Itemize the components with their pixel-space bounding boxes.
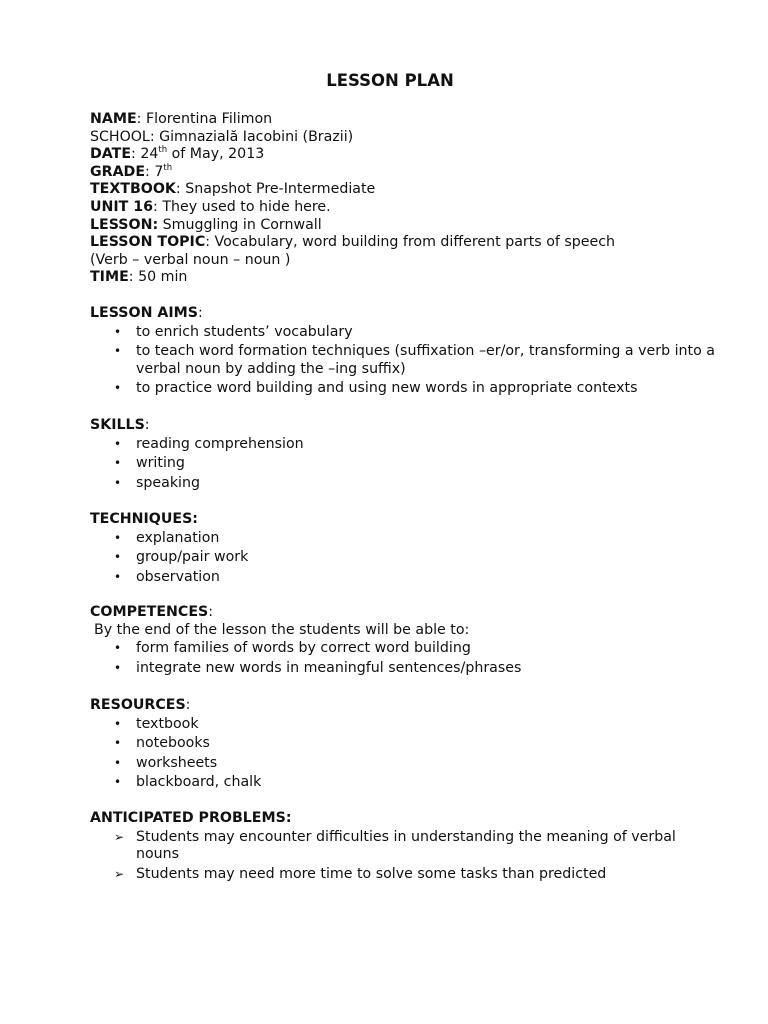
techniques-list — [90, 530, 730, 587]
list-item-text: textbook — [136, 715, 199, 732]
bullet-icon: • — [114, 716, 122, 731]
section-heading — [90, 305, 730, 323]
competences-colon: : — [208, 604, 214, 620]
aims-heading: LESSON AIMS — [90, 305, 198, 321]
topic-label: LESSON TOPIC — [90, 234, 206, 251]
list-item — [90, 436, 721, 454]
time-label: TIME — [90, 269, 129, 286]
list-item — [90, 755, 721, 773]
techniques-heading: TECHNIQUES: — [90, 511, 198, 527]
date-value: : 24 — [131, 146, 159, 163]
list-item-text: to teach word formation techniques (suffixation –er/or, transforming a verb into a verbal noun by adding the –ing suffix) — [136, 343, 715, 377]
skills-list — [90, 436, 730, 493]
problems-heading: ANTICIPATED PROBLEMS: — [90, 810, 292, 826]
school-line: SCHOOL: Gimnazială Iacobini (Brazii) — [90, 128, 354, 145]
name-value: : Florentina Filimon — [136, 111, 273, 127]
list-item — [90, 455, 721, 473]
list-item-text: to enrich students’ vocabulary — [136, 323, 353, 340]
list-item-text: group/pair work — [136, 549, 249, 566]
resources-list — [90, 716, 730, 792]
bullet-icon: • — [114, 475, 122, 490]
bullet-icon: • — [114, 456, 122, 471]
unit-value: : They used to hide here. — [153, 198, 331, 215]
grade-line — [90, 164, 730, 182]
section-competences — [90, 604, 730, 679]
competences-heading: COMPETENCES — [90, 604, 209, 620]
skills-heading: SKILLS — [90, 417, 145, 433]
time-line — [90, 269, 730, 287]
list-item — [90, 829, 721, 864]
page-title: LESSON PLAN — [326, 71, 454, 90]
list-item — [90, 640, 721, 658]
date-line — [90, 146, 730, 164]
section-resources — [90, 697, 730, 794]
grade-ordinal: th — [163, 162, 173, 173]
section-heading — [90, 511, 730, 529]
list-item-text: to practice word building and using new words in appropriate contexts — [136, 380, 638, 397]
list-item-text: speaking — [136, 474, 200, 491]
list-item — [90, 343, 721, 378]
section-heading — [90, 810, 730, 828]
section-anticipated-problems — [90, 810, 730, 885]
bullet-icon: • — [114, 736, 122, 751]
list-item — [90, 735, 721, 753]
topic-value: : Vocabulary, word building from different parts of speech — [205, 234, 616, 251]
list-item — [90, 380, 721, 398]
list-item-text: Students may encounter difficulties in understanding the meaning of verbal nouns — [136, 828, 676, 863]
list-item-text: notebooks — [136, 735, 210, 752]
section-heading — [90, 697, 730, 715]
lesson-header — [90, 111, 730, 287]
textbook-value: : Snapshot Pre-Intermediate — [175, 181, 376, 198]
list-item — [90, 866, 721, 884]
bullet-icon: • — [114, 755, 122, 770]
topic-line — [90, 234, 730, 252]
list-item — [90, 324, 721, 342]
aims-list — [90, 324, 730, 398]
list-item — [90, 774, 721, 792]
date-ordinal: th — [158, 145, 168, 156]
list-item — [90, 716, 721, 734]
list-item-text: form families of words by correct word building — [136, 640, 471, 657]
bullet-icon: • — [114, 381, 122, 396]
bullet-icon: • — [114, 641, 122, 656]
section-heading — [90, 417, 730, 435]
topic-line-2: (Verb – verbal noun – noun ) — [90, 251, 291, 268]
list-item — [90, 530, 721, 548]
list-item — [90, 475, 721, 493]
bullet-icon: • — [114, 775, 122, 790]
competences-intro: By the end of the lesson the students will be able to: — [94, 621, 470, 638]
section-lesson-aims — [90, 305, 730, 400]
grade-value: : 7 — [145, 163, 164, 180]
lesson-label: LESSON: — [90, 216, 159, 233]
section-techniques — [90, 511, 730, 588]
textbook-label: TEXTBOOK — [90, 181, 176, 198]
unit-label: UNIT 16 — [90, 198, 154, 215]
resources-colon: : — [185, 697, 191, 713]
bullet-icon: • — [114, 324, 122, 339]
bullet-icon: • — [114, 550, 122, 565]
list-item — [90, 660, 721, 678]
lesson-line — [90, 217, 730, 235]
list-item-text: integrate new words in meaningful sentences/phrases — [136, 659, 522, 676]
arrow-bullet-icon: ➢ — [114, 829, 125, 844]
list-item-text: reading comprehension — [136, 435, 304, 452]
problems-list — [90, 829, 730, 884]
unit-line — [90, 199, 730, 217]
section-heading — [90, 604, 730, 622]
aims-colon: : — [198, 305, 203, 321]
list-item-text: observation — [136, 568, 220, 585]
bullet-icon: • — [114, 660, 122, 675]
section-skills — [90, 417, 730, 494]
bullet-icon: • — [114, 530, 122, 545]
list-item-text: worksheets — [136, 754, 218, 771]
date-month-year: of May, 2013 — [167, 146, 265, 163]
list-item-text: blackboard, chalk — [136, 774, 262, 791]
arrow-bullet-icon: ➢ — [114, 866, 125, 881]
list-item — [90, 569, 721, 587]
textbook-line — [90, 181, 730, 199]
lesson-value: Smuggling in Cornwall — [158, 216, 322, 233]
time-value: : 50 min — [128, 269, 188, 286]
bullet-icon: • — [114, 436, 122, 451]
name-label: NAME — [90, 111, 137, 127]
list-item-text: writing — [136, 455, 185, 472]
date-label: DATE — [90, 146, 132, 163]
grade-label: GRADE — [90, 163, 146, 180]
list-item-text: Students may need more time to solve some tasks than predicted — [136, 865, 607, 882]
list-item — [90, 549, 721, 567]
list-item-text: explanation — [136, 529, 220, 546]
bullet-icon: • — [114, 344, 122, 359]
competences-list — [90, 640, 730, 677]
name-line — [90, 111, 730, 129]
resources-heading: RESOURCES — [90, 697, 186, 713]
bullet-icon: • — [114, 569, 122, 584]
skills-colon: : — [144, 417, 150, 433]
